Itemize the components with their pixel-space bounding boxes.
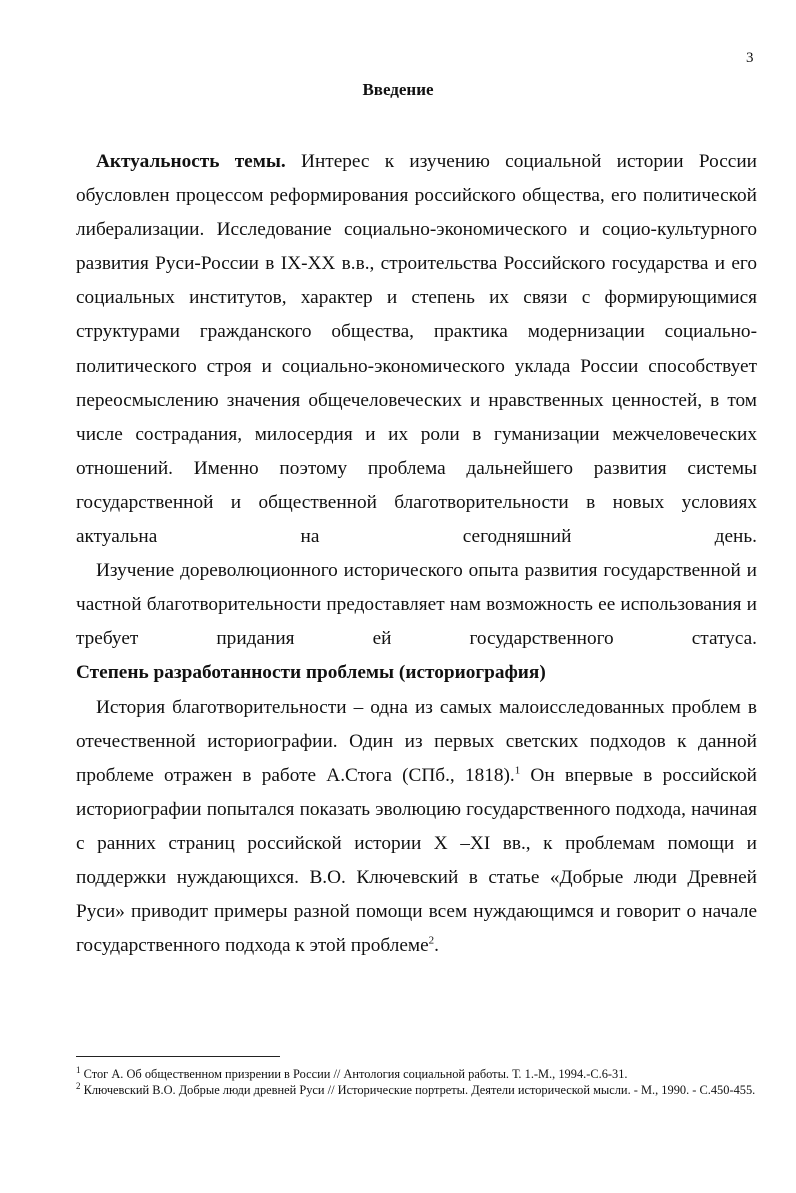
footnote-text-2: Ключевский В.О. Добрые люди древней Руси // Исторические портреты. Деятели исторической мысли. - М., 1990. - С.450-455. bbox=[80, 1083, 756, 1097]
relevance-paragraph-2 bbox=[76, 554, 757, 656]
relevance-paragraph bbox=[76, 145, 757, 554]
relevance-heading: Актуальность темы. bbox=[96, 151, 286, 172]
footnote-2 bbox=[76, 1082, 766, 1098]
relevance-text-2: Изучение дореволюционного исторического опыта развития государственной и частной благотворительности предоставляет нам возможность ее использования и требует придания ей государственного статуса. bbox=[76, 560, 757, 650]
footnote-mark-2: 2 bbox=[76, 1080, 81, 1091]
footnote-mark-1: 1 bbox=[76, 1064, 81, 1075]
footnote-divider bbox=[76, 1056, 280, 1057]
footnote-ref-2[interactable]: 2 bbox=[428, 934, 435, 947]
footnote-1 bbox=[76, 1066, 766, 1082]
historiography-text-c: . bbox=[434, 935, 439, 957]
historiography-text-b: Он впервые в российской историографии попытался показать эволюцию государственного подхода, начиная с ранних страниц российской истории X –XI вв., к проблемам помощи и поддержки нуждающихся. В.О. Ключевский в статье «Добрые люди Древней Руси» приводит примеры разной помощи всем нуждающимся и говорит о начале государственного подхода к этой проблеме bbox=[76, 764, 757, 957]
historiography-paragraph bbox=[76, 691, 757, 964]
page-title: Введение bbox=[362, 80, 434, 99]
historiography-heading: Степень разработанности проблемы (историография) bbox=[76, 662, 546, 684]
relevance-text: Интерес к изучению социальной истории России обусловлен процессом реформирования российского общества, его политической либерализации. Исследование социально-экономического и социо-культурного развития Руси-России в IX-XX в.в., строительства Российского государства и его социальных институтов, характер и степень их связи с формирующимися структурами гражданского общества, практика модернизации социально-политического строя и социально-экономического уклада России способствует переосмыслению значения общечеловеческих и нравственных ценностей, в том числе сострадания, милосердия и их роли в гуманизации межчеловеческих отношений. Именно поэтому проблема дальнейшего развития системы государственной и общественной благотворительности в новых условиях актуальна на сегодняшний день. bbox=[76, 151, 758, 548]
body-text bbox=[76, 145, 757, 963]
footnote-text-1: Стог А. Об общественном призрении в России // Антология социальной работы. Т. 1.-М., 1994.-С.6-31. bbox=[80, 1067, 628, 1081]
footnote-ref-1[interactable]: 1 bbox=[514, 764, 521, 777]
page-number: 3 bbox=[746, 50, 754, 66]
footnotes bbox=[76, 1066, 766, 1098]
historiography-text-a: История благотворительности – одна из самых малоисследованных проблем в отечественной историографии. Один из первых светских подходов к данной проблеме отражен в работе А.Стога (СПб., 1818). bbox=[76, 696, 757, 786]
